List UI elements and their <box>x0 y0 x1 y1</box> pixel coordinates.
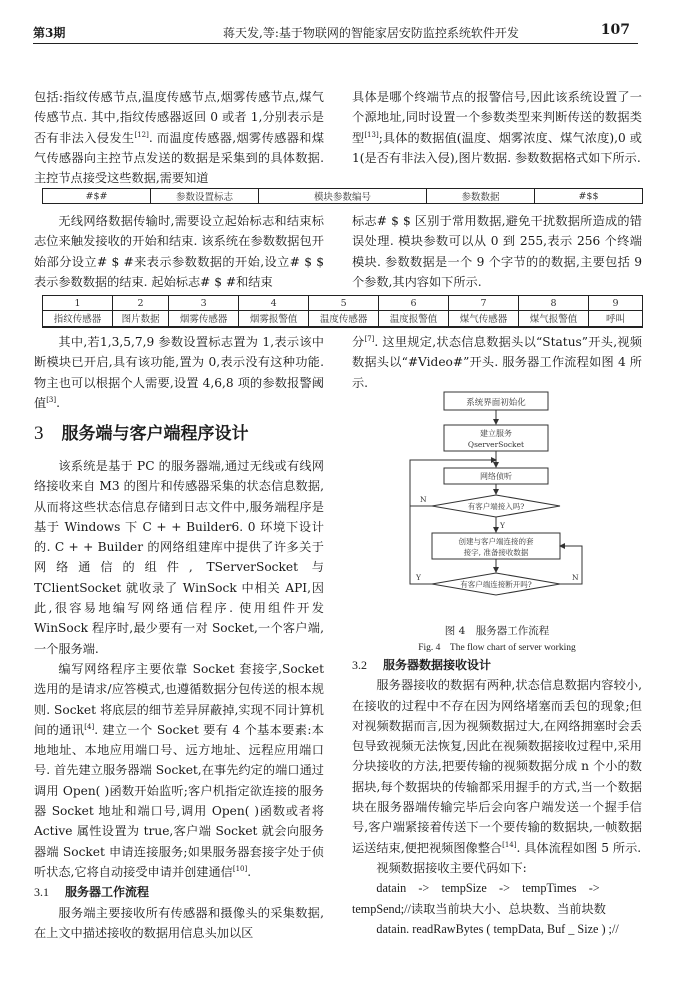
left-column-after-table <box>34 332 324 413</box>
left-column-mid <box>34 211 324 292</box>
table-row <box>43 189 643 204</box>
right-column-mid <box>352 211 642 292</box>
paragraph <box>34 87 324 188</box>
flow-label-decision-2: 有客户端连接断开吗? <box>460 580 532 589</box>
table-cell: 温度报警值 <box>379 311 449 327</box>
table-cell: 6 <box>379 296 449 311</box>
flow-label-socket-1: 创建与客户端连接的套 <box>458 537 534 546</box>
issue-number: 第3期 <box>33 26 66 40</box>
subsection-title: 服务器工作流程 <box>65 885 150 900</box>
section-number: 3 <box>34 423 44 444</box>
paragraph-text: 分 <box>352 335 365 349</box>
table-cell: 5 <box>309 296 379 311</box>
server-flowchart <box>400 390 620 589</box>
left-column-top <box>34 87 324 188</box>
paragraph: 该系统是基于 PC 的服务器端,通过无线或有线网络接收来自 M3 的图片和传感器采集的状态信息数据,从而将这些状态信息存储到日志文件中,服务端程序是基于 Windows 下 C + + Builder6. 0 环境下设计的. C + + Builder 的网络组建库中提供了许多关于网络通信的组件, TServerSocket 与 TClientSocket 就收录了 WinSock 中相关 API,因此,很容易地编写网络通信程序. 使用组件开发 WinSock 程序时,最少要有一对 Socket,一个客户端,一个服务端. <box>34 459 324 656</box>
subsection-title: 服务器数据接收设计 <box>383 658 492 672</box>
code-line: datain -> tempSize -> tempTimes -> <box>376 881 600 896</box>
flow-label-n2: N <box>572 573 579 582</box>
citation: [13] <box>364 130 379 139</box>
table-row <box>43 296 643 311</box>
paragraph-text: 包括:指纹传感节点,温度传感节点,烟雾传感节点,煤气传感节点. 其中,指纹传感器返回 0 或者 1,分别表示是否有非法入侵发生 <box>34 90 324 145</box>
table-cell: 8 <box>518 296 588 311</box>
paragraph <box>352 87 642 168</box>
running-header <box>33 22 638 44</box>
table-cell: 温度传感器 <box>309 311 379 327</box>
code-line: datain. readRawBytes ( tempData, Buf _ Size ) ;// <box>376 921 619 936</box>
flow-label-y1: Y <box>500 521 505 530</box>
right-column-after-table <box>352 332 642 393</box>
flow-label-decision-1: 有客户端接入吗? <box>467 502 525 511</box>
paragraph-text: 服务器接收的数据有两种,状态信息数据内容较小,在接收的过程中不存在因为网络堵塞而丢包的现象;但对视频数据而言,因为视频数据过大,在网络拥塞时会丢包导致视频无法恢复,因此在视频数据接收过程中,采用分块接收的方法,把要传输的视频数据分成 n 个小的数据块,每个数据块的传输都采用握手的方式,当一个数据块在服务器端传输完毕后会向客户端发送一个握手信号,客户端紧接着传送下一个要传输的数据块,一帧数据运送结束,便把视频图像整合 <box>352 678 642 855</box>
paragraph <box>352 675 642 858</box>
figure-caption-en: Fig. 4 The flow chart of server working <box>418 643 576 653</box>
paragraph-text: 具体是哪个终端节点的报警信号,因此该系统设置了一个源地址,同时设置一个参数类型来判断传送的数据类型 <box>352 90 642 145</box>
flow-label-n1: N <box>420 495 427 504</box>
flow-label-create-1: 建立服务 <box>480 429 512 438</box>
table-cell: 参数数据 <box>427 189 535 204</box>
paragraph <box>34 659 324 882</box>
table-cell: 煤气传感器 <box>449 311 519 327</box>
table-cell: 7 <box>449 296 519 311</box>
table-cell: 指纹传感器 <box>43 311 113 327</box>
table-cell: 模块参数编号 <box>259 189 427 204</box>
table-cell: 烟雾报警值 <box>239 311 309 327</box>
paragraph: 服务端主要接收所有传感器和摄像头的采集数据,在上文中描述接收的数据用信息头加以区 <box>34 905 324 940</box>
table-row <box>43 311 643 327</box>
table-cell: #$# <box>43 189 151 204</box>
table-cell: 3 <box>169 296 239 311</box>
paragraph-text: ;具体的数据值(温度、烟雾浓度、煤气浓度),0 或 1(是否有非法入侵),图片数据. 参数数据格式如下所示. <box>352 130 642 165</box>
table-cell: 图片数据 <box>112 311 168 327</box>
running-title: 蒋天发,等:基于物联网的智能家居安防监控系统软件开发 <box>223 26 519 40</box>
flow-loop-no <box>560 546 582 584</box>
figure-caption-cn: 图 4 服务器工作流程 <box>444 625 550 637</box>
paragraph <box>352 332 642 393</box>
subsection-heading <box>34 882 324 902</box>
table-cell: 煤气报警值 <box>518 311 588 327</box>
paragraph: 标志# $ $ 区别于常用数据,避免干扰数据所造成的错误处理. 模块参数可以从 0 到 255,表示 256 个终端模块. 参数数据是一个 9 个字节的的数据,主要包括 9 个参数,其内容如下所示. <box>352 214 642 289</box>
table-cell: 4 <box>239 296 309 311</box>
citation: [3] <box>46 395 57 404</box>
paragraph-text: . <box>247 864 252 879</box>
flowchart-svg <box>400 390 620 620</box>
paragraph-text: . 具体流程如图 5 所示. <box>516 840 642 855</box>
page-number: 107 <box>600 22 630 38</box>
code-line: tempSend;//读取当前块大小、总块数、当前块数 <box>352 901 606 916</box>
paragraph: 视频数据接收主要代码如下: <box>376 860 527 875</box>
subsection-number: 3.2 <box>352 658 367 672</box>
table-cell: 参数设置标志 <box>151 189 259 204</box>
flow-label-socket-2: 接字, 准备接收数据 <box>463 548 529 557</box>
paragraph-text: 其中,若1,3,5,7,9 参数设置标志置为 1,表示该中断模块已开启,具有该功能,置为 0,表示没有这种功能. 物主也可以根据个人需要,设置 4,6,8 项的参数报警阈值 <box>34 335 324 410</box>
citation: [12] <box>134 130 149 139</box>
right-column-body <box>352 655 642 939</box>
section-heading <box>34 419 249 445</box>
citation: [14] <box>502 840 517 849</box>
table-cell: 1 <box>43 296 113 311</box>
subsection-heading <box>352 655 642 675</box>
section-title: 服务端与客户端程序设计 <box>61 424 249 444</box>
paragraph: 无线网络数据传输时,需要设立起始标志和结束标志位来触发接收的开始和结束. 该系统在参数数据包开始部分设立# $ #来表示参数数据的开始,设立# $ $ 表示参数数据的结束. 起始标志# $ #和结束 <box>34 214 324 289</box>
citation: [10] <box>232 864 248 873</box>
paragraph-text: . 建立一个 Socket 要有 4 个基本要素:本地地址、本地应用端口号、远方地址、远程应用端口号. 首先建立服务器端 Socket,在事先约定的端口通过调用 Open( )函数开始监听;客户机指定欲连接的服务器 Socket 地址和端口号,调用 Open( )函数或者将 Active 属性设置为 true,客户端 Socket 就会向服务器端 Socket 申请连接服务;如果服务器套接字处于侦听状态,它将自动接受申请并创建通信 <box>34 722 324 879</box>
packet-format-table <box>42 188 643 204</box>
right-column-top <box>352 87 642 168</box>
flow-label-create-2: QserverSocket <box>467 440 525 449</box>
parameter-table <box>42 295 643 328</box>
paragraph-text: 编写网络程序主要依靠 Socket 套接字,Socket 选用的是请求/应答模式,也遵循数据分包传送的根本规则. Socket 将底层的细节差异屏蔽掉,实现不同计算机间的通讯 <box>34 661 324 737</box>
table-cell: 烟雾传感器 <box>169 311 239 327</box>
table-cell: 2 <box>112 296 168 311</box>
table-cell: 呼叫 <box>589 311 643 327</box>
subsection-number: 3.1 <box>34 885 49 900</box>
citation: [7] <box>364 335 375 343</box>
flow-label-y2: Y <box>416 573 421 582</box>
paragraph: 其中,若1,3,5,7,9 参数设置标志置为 1,表示该中断模块已开启,具有该功能,置为 0,表示没有这种功能. 物主也可以根据个人需要,设置 4,6,8 项的参数报警阈值[3]. <box>34 335 324 410</box>
table-cell: #$$ <box>535 189 643 204</box>
flow-label-listen: 网络侦听 <box>480 472 512 481</box>
citation: [4] <box>84 722 95 731</box>
paragraph-text: . 这里规定,状态信息数据头以“Status”开头,视频数据头以“#Video#”开头. 服务器工作流程如图 4 所示. <box>352 335 642 390</box>
flow-label-init: 系统界面初始化 <box>466 398 526 408</box>
paragraph-text: . 而温度传感器,烟雾传感器和煤气传感器向主控节点发送的数据是采集到的具体数据. 主控节点接受这些数据,需要知道 <box>34 130 325 186</box>
table-cell: 9 <box>589 296 643 311</box>
left-column-body <box>34 456 324 943</box>
